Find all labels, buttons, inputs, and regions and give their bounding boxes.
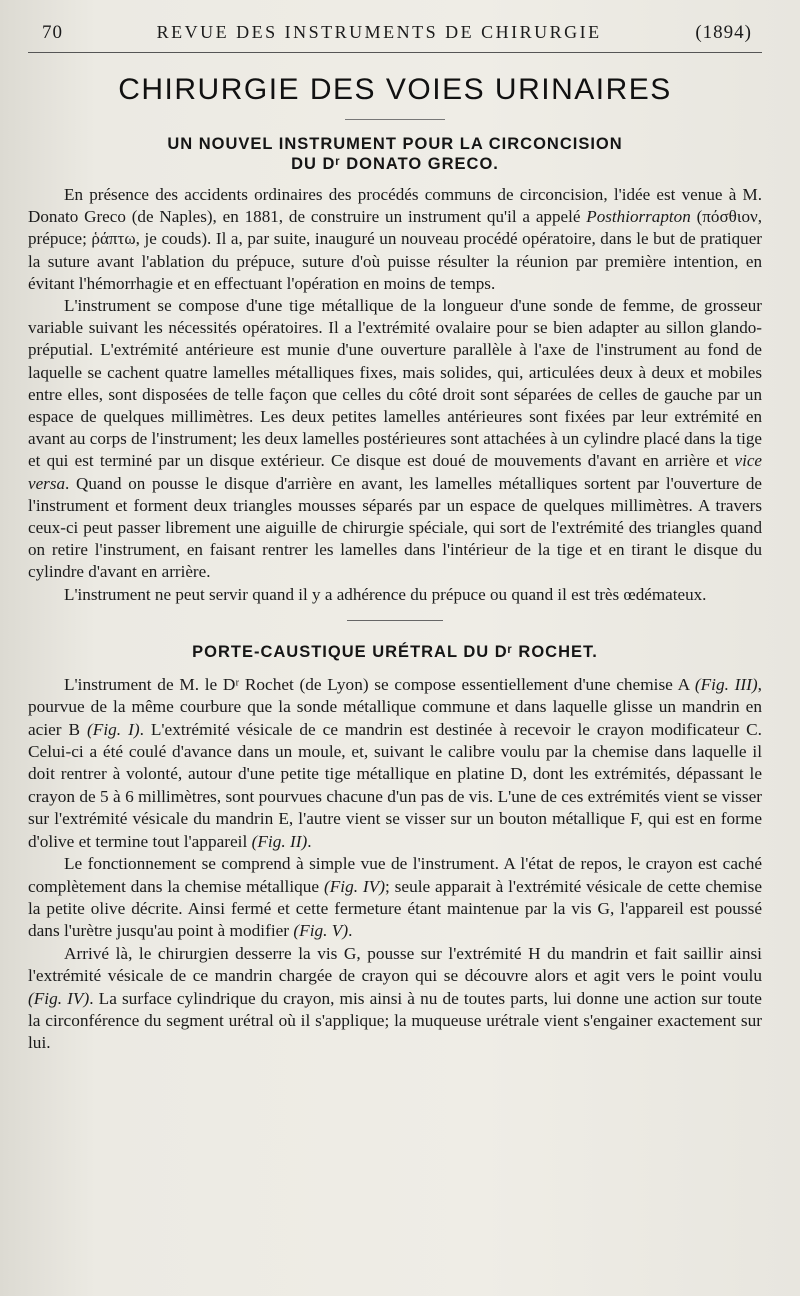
page-number: 70	[42, 22, 63, 43]
running-head	[28, 22, 762, 44]
text-run: . Quand on pousse le disque d'arrière en avant, les lamelles métalliques sortent par l'ouverture de l'instrument et forment deux triangles mousses séparés par un espace de quelques millimètres. A travers ceux-ci peut passer librement une aiguille de chirurgie spéciale, qui sort de l'extrémité des triangles quand on retire l'instrument, en faisant rentrer les lamelles dans l'intérieur de la tige et en tirant le disque du cylindre d'avant en arrière.	[28, 473, 762, 582]
text-run: En présence des accidents ordinaires des procédés communs de circoncision, l'idée est venue à M. Donato Greco (de Naples), en 1881, de construire un instrument qu'il a appelé	[28, 185, 762, 227]
text-run: Le fonctionnement se comprend à simple vue de l'instrument. A l'état de repos, le crayon est caché complètement dans la chemise métallique	[28, 854, 762, 896]
article-divider	[347, 620, 443, 621]
article-porte-caustique	[28, 643, 762, 1055]
article-title	[28, 134, 762, 174]
text-run: . L'extrémité vésicale de ce mandrin est destinée à recevoir le crayon modificateur C. Celui-ci a été coulé d'avance dans un moule, et, suivant le calibre voulu par la chemise dans laquelle il doit rentrer à volonté, autour d'une petite tige métallique en platine D, dont les extrémités, dépassant le crayon de 5 à 6 millimètres, sont pourvues chacune d'un pas de vis. L'une de ces extrémités vient se visser sur l'extrémité vésicale du mandrin E, l'autre vient se visser sur un bouton métallique F, qui est en forme d'olive et termine tout l'appareil	[28, 719, 763, 851]
text-run: (πόσθιον, prépuce; ῥάπτω, je couds). Il a, par suite, inauguré un nouveau procédé opératoire, dans le but de pratiquer la suture avant l'ablation du prépuce, suture d'où puisse résulter la réunion par première intention, en évitant l'hémorrhagie et en effectuant l'opération en moins de temps.	[28, 207, 762, 293]
figure-ref: (Fig. V)	[293, 921, 349, 941]
text-run: .	[307, 831, 312, 851]
article-title: PORTE-CAUSTIQUE URÉTRAL DU Dʳ ROCHET.	[192, 642, 598, 661]
text-run: . La surface cylindrique du crayon, mis ainsi à nu de toutes parts, lui donne une action sur toute la circonférence du segment urétral où il s'applique; la muqueuse urétrale vient s'engainer exactement sur lui.	[28, 988, 762, 1053]
text-run: Arrivé là, le chirurgien desserre la vis G, pousse sur l'extrémité H du mandrin et fait saillir ainsi l'extrémité vésicale de ce mandrin chargée de crayon qui se découvre alors et agit vers le point voulu	[28, 943, 762, 986]
italic-term: vice versa	[28, 451, 762, 493]
header-rule	[28, 52, 762, 53]
section-title: CHIRURGIE DES VOIES URINAIRES	[118, 73, 672, 106]
figure-ref: (Fig. IV)	[28, 988, 90, 1008]
italic-term: Posthiorrapton	[586, 207, 691, 227]
section-divider	[345, 119, 445, 120]
text-run: ; seule apparait à l'extrémité vésicale de cette chemise la petite olive décrite. Ainsi fermé et cette fermeture étant maintenue par la vis G, l'appareil est poussé dans l'urètre jusqu'au point à modifier	[28, 876, 762, 941]
paragraph	[28, 184, 762, 295]
figure-ref: (Fig. II)	[251, 831, 308, 851]
text-run: L'instrument se compose d'une tige métallique de la longueur d'une sonde de femme, de grosseur variable suivant les nécessités opératoires. Il a l'extrémité ovalaire pour se bien adapter au sillon glando-préputial. L'extrémité antérieure est munie d'une ouverture parallèle à l'axe de l'instrument au fond de laquelle se cachent quatre lamelles métalliques fixes, mais solides, qui, articulées deux à deux et mobiles entre elles, sont disposées de telle façon que celles du côté droit sont séparées de celles de gauche par un espace de quelques millimètres. Les deux petites lamelles antérieures sont fixées par leur extrémité en avant au corps de l'instrument; les deux lamelles postérieures sont attachées à un cylindre placé dans la tige et qui est terminé par un disque extérieur. Ce disque est doué de mouvements d'avant en arrière et	[28, 296, 762, 471]
figure-ref: (Fig. IV)	[323, 876, 385, 896]
text-run: L'instrument de M. le Dʳ Rochet (de Lyon) se compose essentiellement d'une chemise A	[64, 674, 695, 694]
paragraph	[28, 853, 762, 943]
paragraph	[28, 295, 762, 584]
paragraph	[28, 943, 762, 1055]
paragraph	[28, 674, 762, 853]
figure-ref: (Fig. I)	[87, 719, 140, 739]
paragraph: L'instrument ne peut servir quand il y a adhérence du prépuce ou quand il est très œdémateux.	[64, 584, 707, 604]
year: (1894)	[695, 22, 752, 43]
text-run: , pourvue de la même courbure que la sonde métallique commune et dans laquelle glisse un mandrin en acier B	[28, 674, 762, 739]
article-title-line-1: UN NOUVEL INSTRUMENT POUR LA CIRCONCISION	[167, 135, 623, 153]
text-run: .	[348, 921, 353, 941]
journal-title: REVUE DES INSTRUMENTS DE CHIRURGIE	[156, 22, 602, 42]
article-circoncision	[28, 134, 762, 606]
article-title-line-2: DU Dʳ DONATO GRECO.	[291, 155, 499, 173]
figure-ref: (Fig. III)	[694, 674, 758, 694]
